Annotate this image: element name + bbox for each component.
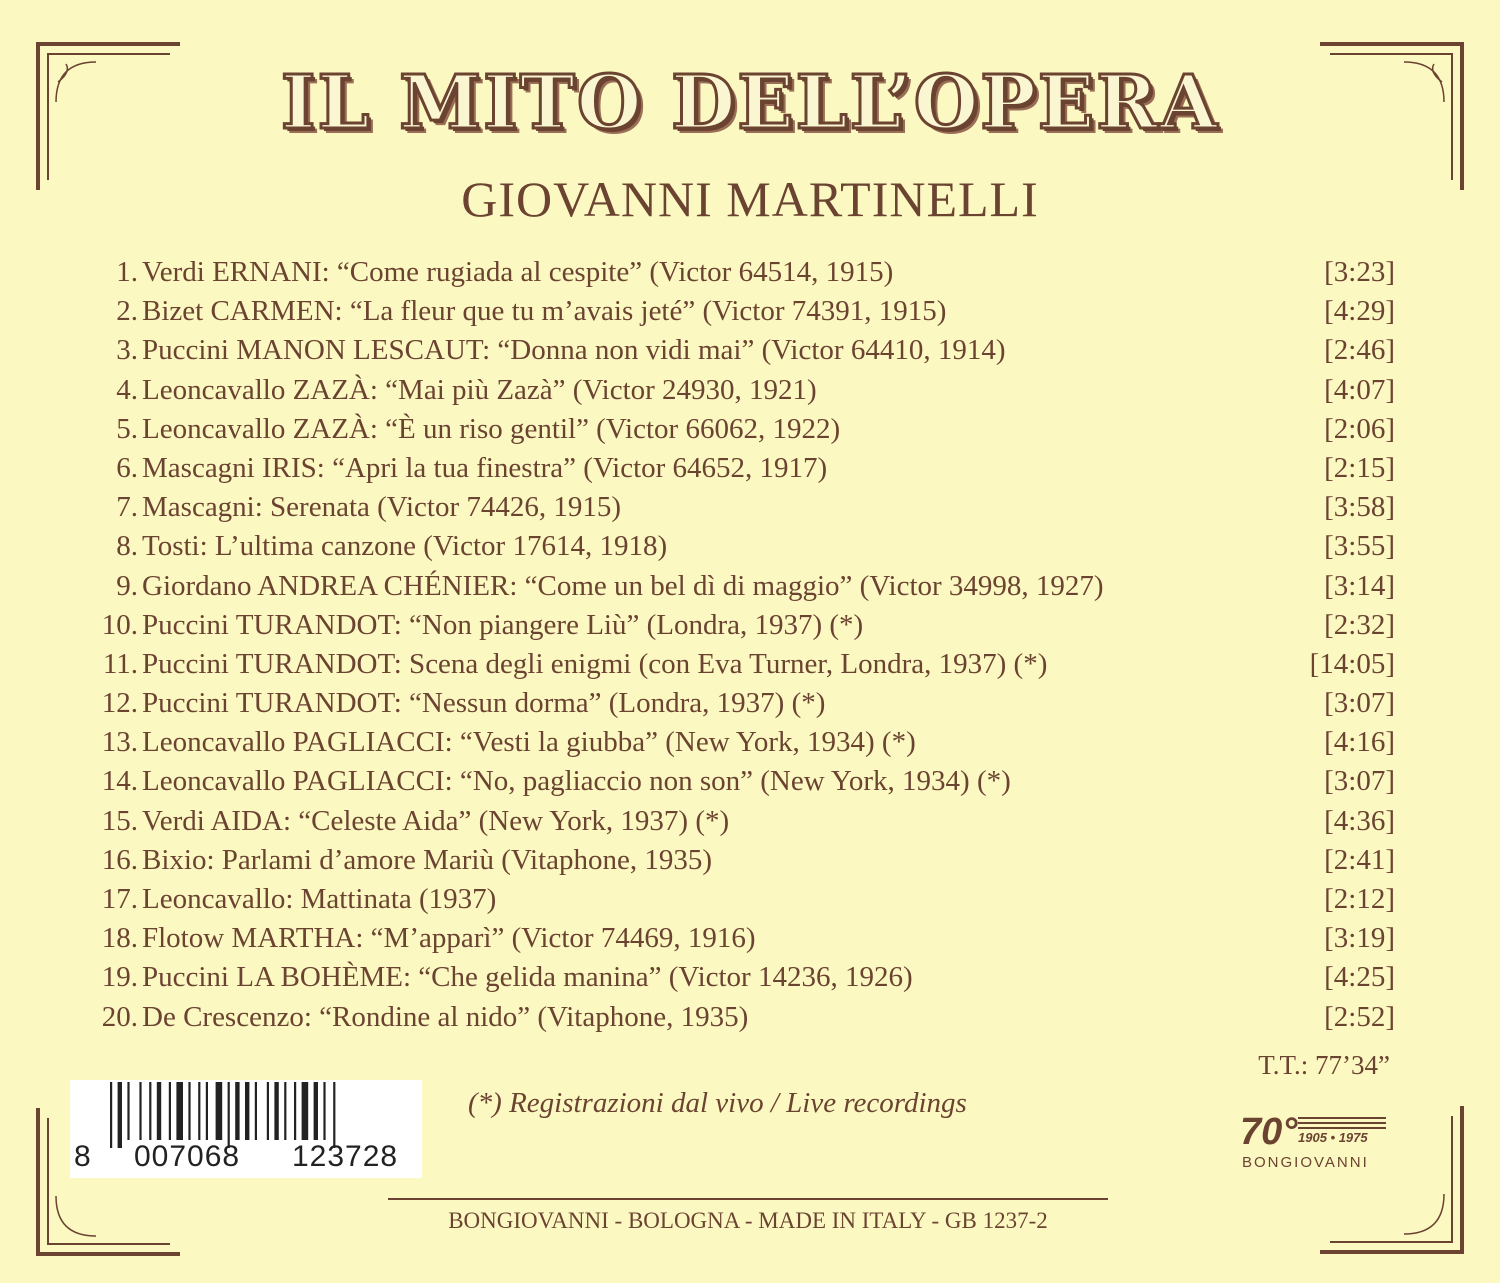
track-number: 4. bbox=[116, 373, 138, 406]
track-duration: [2:46] bbox=[1324, 334, 1395, 367]
track-duration: [3:58] bbox=[1324, 491, 1395, 524]
track-number: 10. bbox=[101, 608, 138, 641]
track-duration: [2:12] bbox=[1324, 883, 1395, 915]
track-row bbox=[80, 880, 1395, 919]
track-title: Leoncavallo: Mattinata (1937) bbox=[142, 883, 497, 915]
track-row bbox=[80, 684, 1395, 723]
track-list bbox=[80, 253, 1395, 1037]
track-title: Flotow MARTHA: “M’apparì” (Victor 74469, 1916) bbox=[142, 922, 756, 955]
track-title: Bizet CARMEN: “La fleur que tu m’avais jeté” (Victor 74391, 1915) bbox=[142, 295, 947, 328]
track-duration: [2:15] bbox=[1324, 451, 1395, 484]
footer-divider bbox=[388, 1198, 1108, 1200]
track-duration: [2:06] bbox=[1324, 412, 1395, 445]
track-row bbox=[80, 292, 1395, 331]
track-duration: [3:55] bbox=[1324, 530, 1395, 563]
barcode-bar bbox=[274, 1082, 278, 1140]
track-number: 11. bbox=[102, 647, 138, 680]
barcode-bar bbox=[255, 1082, 257, 1140]
track-row bbox=[80, 998, 1395, 1037]
barcode-bar bbox=[228, 1082, 230, 1148]
track-duration: [4:16] bbox=[1324, 726, 1395, 759]
barcode-digits: 007068 bbox=[134, 1140, 241, 1173]
barcode-bar bbox=[333, 1082, 335, 1148]
track-number: 15. bbox=[101, 804, 138, 837]
barcode-bar bbox=[245, 1082, 249, 1140]
barcode-bar bbox=[149, 1082, 151, 1140]
track-duration: [14:05] bbox=[1309, 647, 1395, 680]
track-row bbox=[80, 567, 1395, 606]
track-number: 2. bbox=[116, 295, 138, 328]
track-number: 1. bbox=[116, 256, 138, 288]
track-title: Leoncavallo PAGLIACCI: “No, pagliaccio non son” (New York, 1934) (*) bbox=[142, 765, 1011, 798]
barcode-digits: 123728 bbox=[292, 1140, 399, 1173]
barcode-bar bbox=[206, 1082, 208, 1140]
track-duration: [3:14] bbox=[1324, 569, 1395, 602]
barcode-bar bbox=[139, 1082, 141, 1140]
barcode-bar bbox=[314, 1082, 318, 1140]
track-number: 16. bbox=[101, 843, 138, 876]
track-duration: [2:41] bbox=[1324, 843, 1395, 876]
track-title: Leoncavallo ZAZÀ: “Mai più Zazà” (Victor 24930, 1921) bbox=[142, 373, 817, 406]
track-row bbox=[80, 919, 1395, 958]
track-duration: [4:25] bbox=[1324, 961, 1395, 994]
track-row bbox=[80, 371, 1395, 410]
barcode-bar bbox=[267, 1082, 269, 1140]
track-row bbox=[80, 527, 1395, 566]
track-number: 13. bbox=[101, 726, 138, 759]
track-row bbox=[80, 802, 1395, 841]
track-title: Verdi ERNANI: “Come rugiada al cespite” (Victor 64514, 1915) bbox=[142, 256, 894, 288]
track-duration: [2:52] bbox=[1324, 1000, 1395, 1033]
barcode-bar bbox=[188, 1082, 190, 1140]
track-duration: [4:36] bbox=[1324, 804, 1395, 837]
track-duration: [4:29] bbox=[1324, 295, 1395, 328]
track-row bbox=[80, 410, 1395, 449]
live-recordings-note: (*) Registrazioni dal vivo / Live recordings bbox=[468, 1087, 967, 1119]
track-number: 7. bbox=[116, 491, 138, 524]
track-row bbox=[80, 841, 1395, 880]
barcode-bars bbox=[70, 1080, 422, 1148]
track-number: 6. bbox=[116, 451, 138, 484]
footer-label: BONGIOVANNI - BOLOGNA - MADE IN ITALY - GB 1237-2 bbox=[448, 1208, 1048, 1233]
track-row bbox=[80, 449, 1395, 488]
barcode-bar bbox=[176, 1082, 183, 1140]
track-title: Tosti: L’ultima canzone (Victor 17614, 1918) bbox=[142, 530, 668, 563]
track-row bbox=[80, 331, 1395, 370]
track-title: Puccini MANON LESCAUT: “Donna non vidi mai” (Victor 64410, 1914) bbox=[142, 334, 1006, 367]
track-row bbox=[80, 762, 1395, 801]
track-number: 3. bbox=[116, 334, 138, 367]
track-row bbox=[80, 488, 1395, 527]
track-duration: [3:07] bbox=[1324, 765, 1395, 798]
track-number: 8. bbox=[116, 530, 138, 563]
logo-mark: 70° bbox=[1240, 1111, 1298, 1152]
track-title: Giordano ANDREA CHÉNIER: “Come un bel dì di maggio” (Victor 34998, 1927) bbox=[142, 569, 1104, 602]
track-number: 9. bbox=[116, 569, 138, 602]
barcode bbox=[70, 1080, 422, 1178]
track-row bbox=[80, 253, 1395, 292]
corner-ornament-top-right bbox=[1314, 42, 1464, 192]
track-row bbox=[80, 958, 1395, 997]
track-duration: [3:23] bbox=[1324, 256, 1395, 288]
track-title: Leoncavallo PAGLIACCI: “Vesti la giubba” (New York, 1934) (*) bbox=[142, 726, 916, 759]
barcode-bar bbox=[169, 1082, 171, 1140]
track-duration: [3:19] bbox=[1324, 922, 1395, 955]
artist-name: GIOVANNI MARTINELLI bbox=[461, 171, 1039, 227]
track-number: 19. bbox=[101, 961, 138, 994]
total-time: T.T.: 77’34” bbox=[1258, 1050, 1390, 1080]
barcode-bar bbox=[110, 1082, 112, 1148]
track-title: Mascagni: Serenata (Victor 74426, 1915) bbox=[142, 491, 622, 524]
track-number: 14. bbox=[101, 765, 138, 798]
corner-ornament-top-left bbox=[36, 42, 186, 192]
track-row bbox=[80, 606, 1395, 645]
track-title: De Crescenzo: “Rondine al nido” (Vitaphone, 1935) bbox=[142, 1000, 749, 1033]
track-title: Leoncavallo ZAZÀ: “È un riso gentil” (Victor 66062, 1922) bbox=[142, 412, 841, 445]
track-title: Mascagni IRIS: “Apri la tua finestra” (Victor 64652, 1917) bbox=[142, 451, 828, 484]
track-number: 17. bbox=[101, 883, 138, 915]
logo-brand: BONGIOVANNI bbox=[1242, 1154, 1369, 1171]
track-title: Puccini LA BOHÈME: “Che gelida manina” (Victor 14236, 1926) bbox=[142, 961, 913, 994]
track-title: Puccini TURANDOT: “Nessun dorma” (Londra, 1937) (*) bbox=[142, 687, 826, 720]
track-number: 5. bbox=[116, 412, 138, 445]
track-title: Puccini TURANDOT: Scena degli enigmi (con Eva Turner, Londra, 1937) (*) bbox=[142, 647, 1048, 680]
barcode-bar bbox=[323, 1082, 325, 1140]
barcode-bar bbox=[302, 1082, 309, 1140]
track-number: 18. bbox=[101, 922, 138, 955]
track-duration: [2:32] bbox=[1324, 608, 1395, 641]
track-title: Bixio: Parlami d’amore Mariù (Vitaphone, 1935) bbox=[142, 843, 713, 876]
bongiovanni-logo bbox=[1238, 1108, 1388, 1172]
series-title: IL MITO DELL’OPERA bbox=[280, 60, 1220, 146]
track-title: Puccini TURANDOT: “Non piangere Liù” (Londra, 1937) (*) bbox=[142, 608, 864, 641]
track-number: 12. bbox=[101, 687, 138, 720]
barcode-bar bbox=[235, 1082, 239, 1140]
barcode-bar bbox=[118, 1082, 122, 1148]
logo-years: 1905 • 1975 bbox=[1298, 1130, 1368, 1145]
barcode-bar bbox=[294, 1082, 296, 1140]
barcode-bar bbox=[198, 1082, 200, 1140]
track-row bbox=[80, 645, 1395, 684]
track-title: Verdi AIDA: “Celeste Aida” (New York, 1937) (*) bbox=[142, 804, 730, 837]
barcode-bar bbox=[216, 1082, 223, 1140]
track-row bbox=[80, 723, 1395, 762]
barcode-bar bbox=[284, 1082, 286, 1140]
barcode-bar bbox=[127, 1082, 129, 1140]
track-number: 20. bbox=[101, 1000, 138, 1033]
track-duration: [3:07] bbox=[1324, 687, 1395, 720]
barcode-digit: 8 bbox=[74, 1140, 91, 1173]
barcode-bar bbox=[157, 1082, 161, 1140]
track-duration: [4:07] bbox=[1324, 373, 1395, 406]
